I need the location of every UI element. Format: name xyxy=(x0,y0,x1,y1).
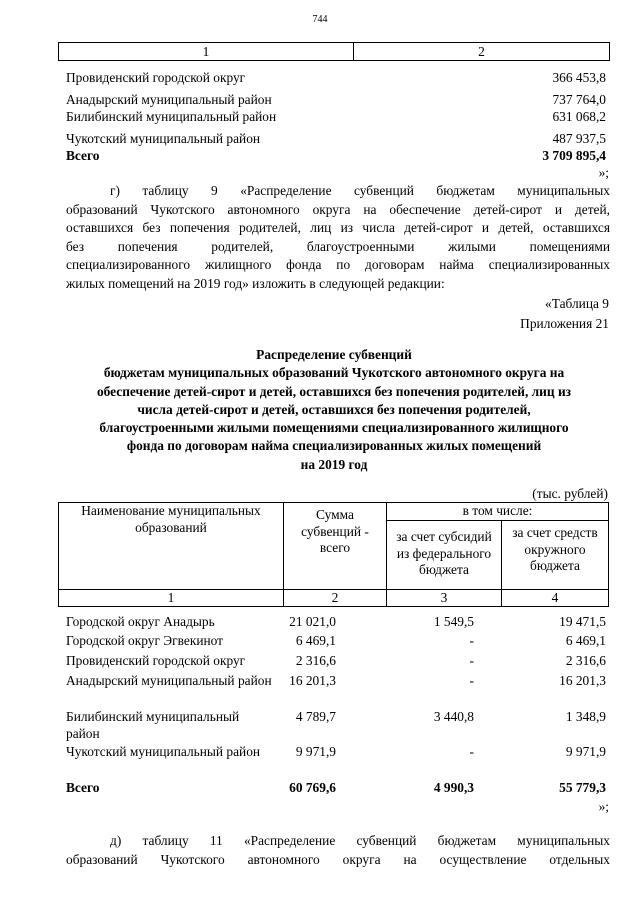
col-number-3: 3 xyxy=(387,590,502,607)
paragraph-line: г) таблицу 9 «Распределение субвенций бюджетам муниципальных xyxy=(110,183,610,198)
row-name: Провиденский городской округ xyxy=(66,653,246,668)
row-federal: - xyxy=(469,673,474,688)
table1-row-name: Билибинский муниципальный район xyxy=(66,109,277,124)
paragraph-line: жилых помещений на 2019 год» изложить в следующей редакции: xyxy=(66,275,445,291)
table1-col-header-2: 2 xyxy=(354,43,610,61)
row-total: 6 469,1 xyxy=(295,633,336,648)
table-row xyxy=(66,672,606,708)
title-line: благоустроенными жилыми помещениями специализированного жилищного xyxy=(99,420,569,436)
table1-row-value: 737 764,0 xyxy=(552,92,606,107)
col-header-total: Сумма субвенций - всего xyxy=(284,503,387,590)
title-line: бюджетам муниципальных образований Чукотского автономного округа на xyxy=(103,365,565,381)
row-federal: - xyxy=(469,653,474,668)
paragraph-line: образований Чукотского автономного округа на обеспечение детей-сирот и детей, xyxy=(66,201,610,217)
table1-row-value: 487 937,5 xyxy=(552,131,606,146)
row-name: Билибинский муниципальный район xyxy=(66,709,240,741)
title-line: числа детей-сирот и детей, оставшихся без попечения родителей, xyxy=(137,401,531,417)
row-regional: 2 316,6 xyxy=(565,653,606,668)
row-name: Чукотский муниципальный район xyxy=(66,744,261,759)
page-number: 744 xyxy=(312,14,328,25)
paragraph-line: специализированного жилищного фонда по договорам найма специализированных xyxy=(66,257,610,272)
paragraph-line: без попечения родителей, благоустроенными жилыми помещениями xyxy=(66,238,610,254)
table1-row-name: Анадырский муниципальный район xyxy=(66,92,272,107)
table1-row-name: Всего xyxy=(66,148,100,163)
table1-header xyxy=(58,42,610,61)
title-line: на 2019 год xyxy=(300,456,368,472)
col-header-name: Наименование муниципальных образований xyxy=(59,503,284,590)
row-name: Анадырский муниципальный район xyxy=(66,673,272,688)
row-federal: - xyxy=(469,744,474,759)
title-line: Распределение субвенций xyxy=(256,347,412,362)
paragraph-line: оставшихся без попечения родителей, лиц из числа детей-сирот и детей, оставшихся xyxy=(66,220,610,235)
table1-close-quote: »; xyxy=(598,165,609,180)
row-federal: - xyxy=(469,633,474,648)
table-reference xyxy=(520,294,609,334)
row-total: 2 316,6 xyxy=(295,653,336,668)
table2-close-quote: »; xyxy=(598,799,609,814)
col-header-group: в том числе: xyxy=(387,503,609,521)
row-total: 4 789,7 xyxy=(295,709,336,724)
col-number-2: 2 xyxy=(284,590,387,607)
paragraph-line: д) таблицу 11 «Распределение субвенций бюджетам муниципальных xyxy=(110,833,610,848)
col-header-federal: за счет субсидий из федерального бюджета xyxy=(387,521,502,590)
row-name: Городской округ Эгвекинот xyxy=(66,633,224,648)
table-total-row xyxy=(66,779,606,799)
table-row xyxy=(66,708,606,743)
table-row xyxy=(66,743,606,779)
table2-body xyxy=(66,613,606,799)
table1-row-name: Провиденский городской округ xyxy=(66,70,246,85)
table-row xyxy=(66,613,606,632)
row-regional: 9 971,9 xyxy=(565,744,606,759)
paragraph-g xyxy=(66,182,610,293)
row-name: Всего xyxy=(66,780,100,795)
row-regional: 19 471,5 xyxy=(559,614,606,629)
table1-row-value: 3 709 895,4 xyxy=(542,148,606,163)
paragraph-d xyxy=(66,832,610,869)
row-regional: 6 469,1 xyxy=(565,633,606,648)
table-reference-line: «Таблица 9 xyxy=(545,296,609,311)
row-federal: 4 990,3 xyxy=(433,780,474,795)
title-line: обеспечение детей-сирот и детей, оставшихся без попечения родителей, лиц из xyxy=(96,383,572,399)
col-header-regional: за счет средств окружного бюджета xyxy=(502,521,609,590)
row-name: Городской округ Анадырь xyxy=(66,614,215,629)
table-reference-line: Приложения 21 xyxy=(520,316,609,331)
table-row xyxy=(66,632,606,652)
row-federal: 1 549,5 xyxy=(433,614,474,629)
col-number-1: 1 xyxy=(59,590,284,607)
table-row xyxy=(66,652,606,672)
paragraph-line: образований Чукотского автономного округа на осуществление отдельных xyxy=(66,851,610,867)
title-line: фонда по договорам найма специализированных жилых помещений xyxy=(126,438,542,454)
table1-row-value: 631 068,2 xyxy=(552,109,606,124)
row-total: 16 201,3 xyxy=(289,673,336,688)
row-federal: 3 440,8 xyxy=(433,709,474,724)
row-regional: 55 779,3 xyxy=(559,780,606,795)
table1-row-name: Чукотский муниципальный район xyxy=(66,131,261,146)
table2-header xyxy=(58,502,609,607)
row-regional: 16 201,3 xyxy=(559,673,606,688)
table1-col-header-1: 1 xyxy=(59,43,354,61)
col-number-4: 4 xyxy=(502,590,609,607)
table-title xyxy=(58,346,610,474)
row-total: 9 971,9 xyxy=(295,744,336,759)
table1-total-row xyxy=(66,146,606,165)
row-total: 21 021,0 xyxy=(289,614,336,629)
table1-row-value: 366 453,8 xyxy=(552,70,606,85)
units-label: (тыс. рублей) xyxy=(532,486,608,501)
row-regional: 1 348,9 xyxy=(565,709,606,724)
table1-row xyxy=(66,107,606,126)
row-total: 60 769,6 xyxy=(289,780,336,795)
table1-row xyxy=(66,68,606,87)
